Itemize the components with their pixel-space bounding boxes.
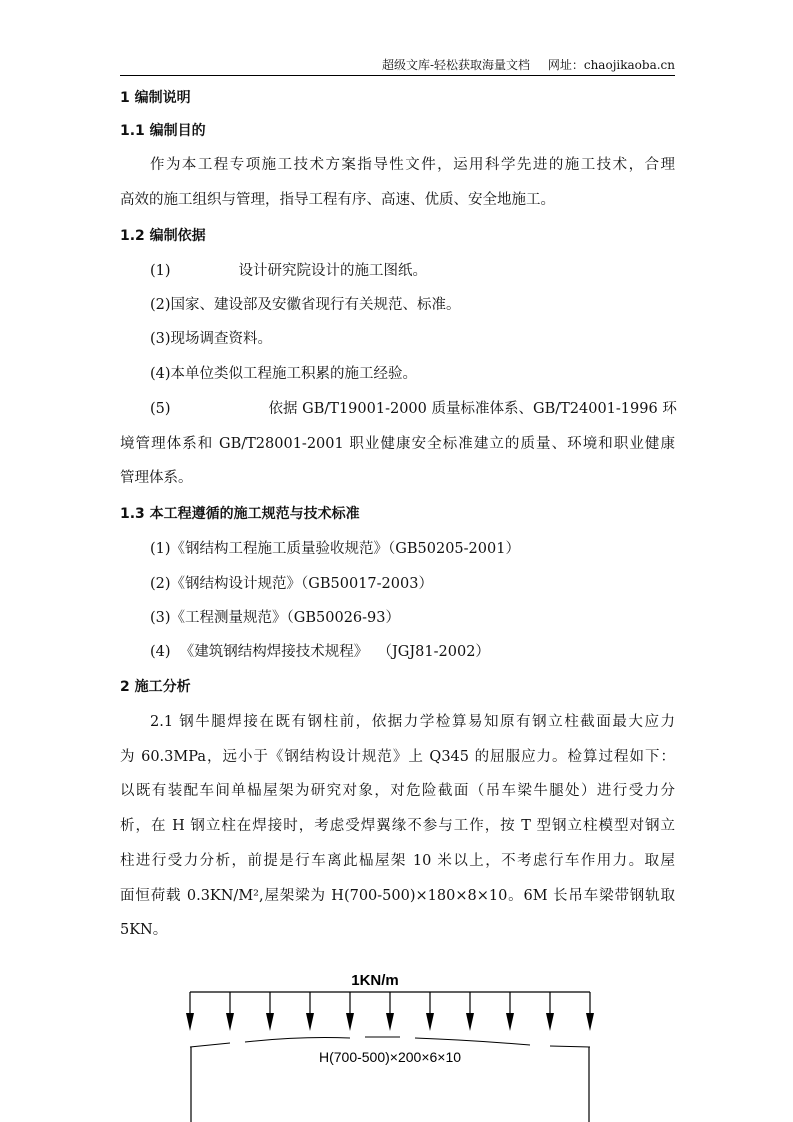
para-line: 以既有装配车间单榀屋架为研究对象，对危险截面（吊车梁牛腿处）进行受力分 [120, 783, 675, 799]
arrow-head-icon [426, 1013, 434, 1031]
para-line: 作为本工程专项施工技术方案指导性文件，运用科学先进的施工技术，合理 [150, 157, 675, 173]
para-line: 为 60.3MPa，远小于《钢结构设计规范》上 Q345 的屈服应力。检算过程如下： [120, 749, 675, 765]
list-item: (3)现场调查资料。 [150, 331, 273, 347]
beam-label: H(700-500)×200×6×10 [318, 1049, 462, 1065]
para-line: 柱进行受力分析，前提是行车离此榀屋架 10 米以上，不考虑行车作用力。取屋 [120, 853, 675, 869]
para-line: 2.1 钢牛腿焊接在既有钢柱前，依据力学检算易知原有钢立柱截面最大应力 [150, 714, 675, 730]
arrow-head-icon [306, 1013, 314, 1031]
list-item: (4) 《建筑钢结构焊接技术规程》 （JGJ81-2002） [150, 644, 490, 660]
arrow-head-icon [506, 1013, 514, 1031]
arrow-head-icon [546, 1013, 554, 1031]
item-text: 依据 GB/T19001-2000 质量标准体系、GB/T24001-1996 环 [268, 401, 677, 417]
para-line: 境管理体系和 GB/T28001-2001 职业健康安全标准建立的质量、环境和职业健康 [120, 436, 675, 452]
item-text: 设计研究院设计的施工图纸。 [238, 263, 428, 279]
para-line: 面恒荷载 0.3KN/M²,屋架梁为 H(700-500)×180×8×10。6M 长吊车梁带钢轨取 [120, 888, 675, 904]
heading-1-3: 1.3 本工程遵循的施工规范与技术标准 [120, 506, 360, 522]
list-item: (2)《钢结构设计规范》（GB50017-2003） [150, 576, 433, 592]
heading-1: 1 编制说明 [120, 90, 191, 106]
arrow-head-icon [386, 1013, 394, 1031]
item-num: (1) [150, 263, 171, 279]
arrow-head-icon [586, 1013, 594, 1031]
arrow-head-icon [226, 1013, 234, 1031]
list-item: (3)《工程测量规范》（GB50026-93） [150, 610, 401, 626]
para-line: 高效的施工组织与管理，指导工程有序、高速、优质、安全地施工。 [120, 192, 555, 208]
para-line: 管理体系。 [120, 470, 193, 486]
load-label: 1KN/m [351, 972, 399, 989]
arrow-head-icon [266, 1013, 274, 1031]
arrow-head-icon [186, 1013, 194, 1031]
deflected-beam [190, 1037, 590, 1047]
arrow-head-icon [466, 1013, 474, 1031]
heading-1-2: 1.2 编制依据 [120, 228, 206, 244]
list-item: (4)本单位类似工程施工积累的施工经验。 [150, 366, 418, 382]
header-site: 超级文库-轻松获取海量文档 [381, 58, 531, 72]
load-arrows [186, 992, 594, 1031]
list-item: (1)《钢结构工程施工质量验收规范》（GB50205-2001） [150, 541, 520, 557]
heading-1-1: 1.1 编制目的 [120, 123, 206, 139]
header-url: 网址：chaojikaoba.cn [547, 58, 675, 72]
para-line: 5KN。 [120, 922, 168, 938]
arrow-head-icon [346, 1013, 354, 1031]
item-num: (5) [150, 401, 171, 417]
list-item: (2)国家、建设部及安徽省现行有关规范、标准。 [150, 297, 461, 313]
para-line: 析，在 H 钢立柱在焊接时，考虑受焊翼缘不参与工作，按 T 型钢立柱模型对钢立 [120, 818, 675, 834]
heading-2: 2 施工分析 [120, 679, 191, 695]
